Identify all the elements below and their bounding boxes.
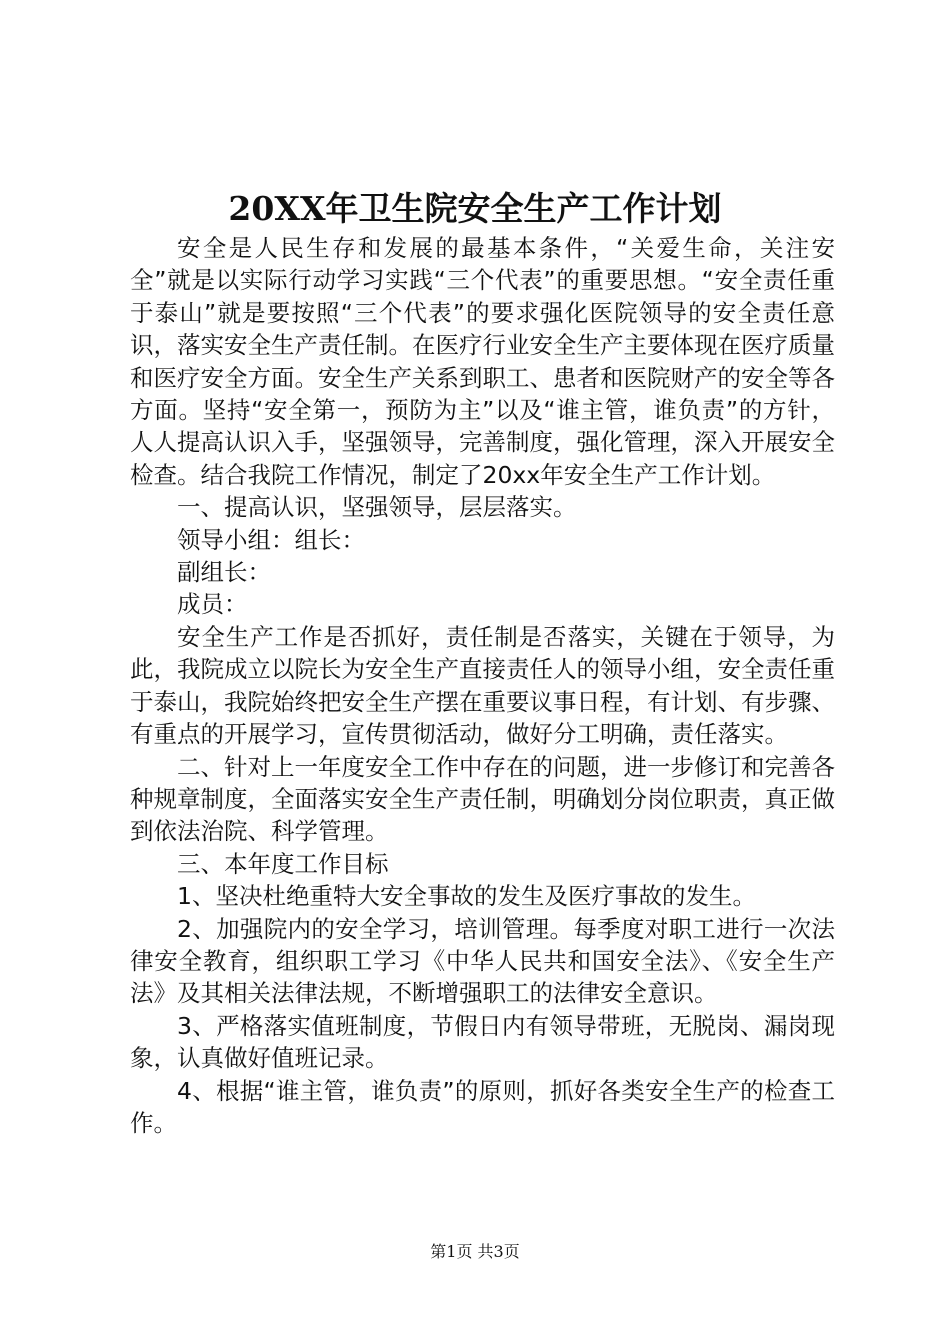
paragraph-goal-4: 4、根据“谁主管，谁负责”的原则，抓好各类安全生产的检查工作。 [130, 1076, 835, 1137]
paragraph-goal-3: 3、严格落实值班制度，节假日内有领导带班，无脱岗、漏岗现象，认真做好值班记录。 [130, 1011, 835, 1073]
paragraph-goal-2: 2、加强院内的安全学习，培训管理。每季度对职工进行一次法律安全教育，组织职工学习《中华人民共和国安全法》、《安全生产法》及其相关法律法规，不断增强职工的法律安全意识。 [130, 914, 835, 1008]
paragraph-responsibility: 安全生产工作是否抓好，责任制是否落实，关键在于领导，为此，我院成立以院长为安全生产直接责任人的领导小组，安全责任重于泰山，我院始终把安全生产摆在重要议事日程，有计划、有步骤、有重点的开展学习，宣传贯彻活动，做好分工明确，责任落实。 [130, 622, 835, 749]
paragraph-intro: 安全是人民生存和发展的最基本条件，“关爱生命，关注安全”就是以实际行动学习实践“三个代表”的重要思想。“安全责任重于泰山”就是要按照“三个代表”的要求强化医院领导的安全责任意识，落实安全生产责任制。在医疗行业安全生产主要体现在医疗质量和医疗安全方面。安全生产关系到职工、患者和医院财产的安全等各方面。坚持“安全第一，预防为主”以及“谁主管，谁负责”的方针，人人提高认识入手，坚强领导，完善制度，强化管理，深入开展安全检查。结合我院工作情况，制定了20xx年安全生产工作计划。 [130, 234, 835, 489]
paragraph-section-1-heading: 一、提高认识，坚强领导，层层落实。 [177, 493, 577, 522]
paragraph-section-3-heading: 三、本年度工作目标 [177, 849, 389, 878]
document-title: 20XX年卫生院安全生产工作计划 [228, 189, 722, 228]
paragraph-goal-1: 1、坚决杜绝重特大安全事故的发生及医疗事故的发生。 [177, 882, 756, 911]
page-number-footer: 第1页 共3页 [430, 1242, 520, 1261]
document-body [130, 232, 835, 1139]
paragraph-members: 成员： [177, 590, 248, 619]
paragraph-section-2: 二、针对上一年度安全工作中存在的问题，进一步修订和完善各种规章制度，全面落实安全生产责任制，明确划分岗位职责，真正做到依法治院、科学管理。 [130, 752, 835, 846]
paragraph-leader-group: 领导小组：组长： [177, 525, 365, 554]
paragraph-deputy-leader: 副组长： [177, 558, 271, 587]
